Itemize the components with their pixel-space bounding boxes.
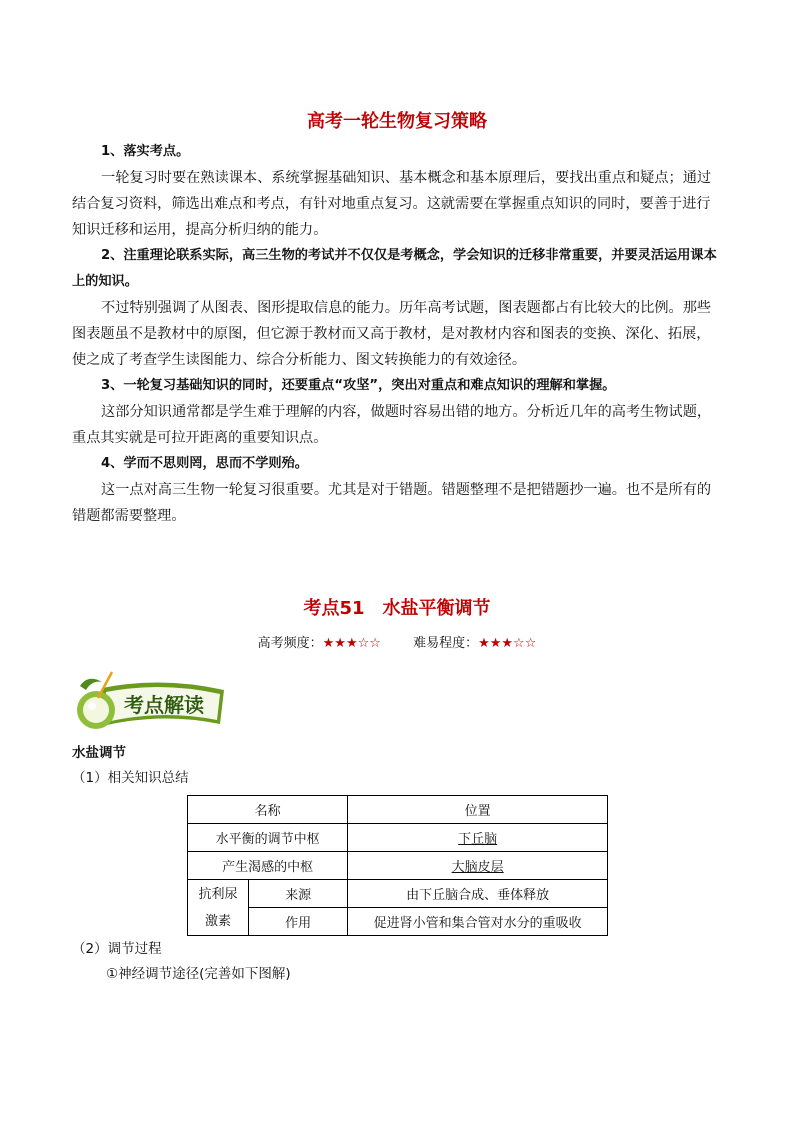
adh-label-line2: 激素	[204, 913, 231, 929]
table-cell: 促进肾小管和集合管对水分的重吸收	[348, 908, 608, 936]
section-2-heading: 2、注重理论联系实际，高三生物的考试并不仅仅是考概念，学会知识的迁移非常重要，并要灵活运用课本上的知识。	[72, 248, 717, 289]
banner-text: 考点解读	[124, 693, 204, 717]
table-row	[188, 824, 608, 852]
section-3-paragraph: 这部分知识通常都是学生难于理解的内容，做题时容易出错的地方。分析近几年的高考生物试题，重点其实就是可拉开距离的重要知识点。	[72, 404, 712, 446]
table-cell: 产生渴感的中枢	[188, 852, 348, 880]
knowledge-table	[187, 795, 608, 936]
topic-title: 考点51 水盐平衡调节	[303, 598, 491, 619]
table-cell: 作用	[249, 908, 348, 936]
table-row	[188, 880, 608, 908]
strategy-title: 高考一轮生物复习策略	[307, 111, 487, 132]
difficulty-label: 难易程度：	[413, 636, 479, 651]
subsection-1-heading: （1）相关知识总结	[72, 770, 189, 786]
table-header-row	[188, 796, 608, 824]
section-2-paragraph: 不过特别强调了从图表、图形提取信息的能力。历年高考试题，图表题都占有比较大的比例。那些图表题虽不是教材中的原图，但它源于教材而又高于教材，是对教材内容和图表的变换、深化、拓展，使之成了考查学生读图能力、综合分析能力、图文转换能力的有效途径。	[72, 300, 712, 368]
topic-ratings	[0, 632, 794, 651]
table-row	[188, 852, 608, 880]
table-header-location: 位置	[348, 796, 608, 824]
table-cell: 下丘脑	[348, 824, 608, 852]
section-1-paragraph: 一轮复习时要在熟读课本、系统掌握基础知识、基本概念和基本原理后，要找出重点和疑点；通过结合复习资料，筛选出难点和考点，有针对地重点复习。这就需要在掌握重点知识的同时，要善于进行知识迁移和运用，提高分析归纳的能力。	[72, 170, 712, 238]
adh-label-cell	[188, 880, 249, 936]
table-cell: 来源	[249, 880, 348, 908]
frequency-rating	[258, 632, 381, 651]
table-cell: 大脑皮层	[348, 852, 608, 880]
section-3-heading: 3、一轮复习基础知识的同时，还要重点“攻坚”，突出对重点和难点知识的理解和掌握。	[101, 378, 616, 393]
topic-banner	[72, 668, 232, 732]
coconut-drink-icon	[77, 672, 115, 729]
water-salt-heading: 水盐调节	[72, 745, 126, 761]
table-header-name: 名称	[188, 796, 348, 824]
difficulty-stars: ★★★☆☆	[478, 636, 537, 651]
section-4-paragraph: 这一点对高三生物一轮复习很重要。尤其是对于错题。错题整理不是把错题抄一遍。也不是所有的错题都需要整理。	[72, 482, 712, 524]
difficulty-rating	[413, 632, 536, 651]
table-cell: 由下丘脑合成、垂体释放	[348, 880, 608, 908]
section-1-heading: 1、落实考点。	[101, 144, 190, 159]
section-4-heading: 4、学而不思则罔，思而不学则殆。	[101, 456, 308, 471]
neural-pathway-heading: ①神经调节途径(完善如下图解)	[106, 966, 291, 982]
table-cell: 水平衡的调节中枢	[188, 824, 348, 852]
frequency-stars: ★★★☆☆	[322, 636, 381, 651]
table-row	[188, 908, 608, 936]
adh-label-line1: 抗利尿	[198, 886, 238, 902]
subsection-2-heading: （2）调节过程	[72, 941, 162, 957]
strategy-body	[72, 139, 724, 529]
frequency-label: 高考频度：	[257, 636, 323, 651]
